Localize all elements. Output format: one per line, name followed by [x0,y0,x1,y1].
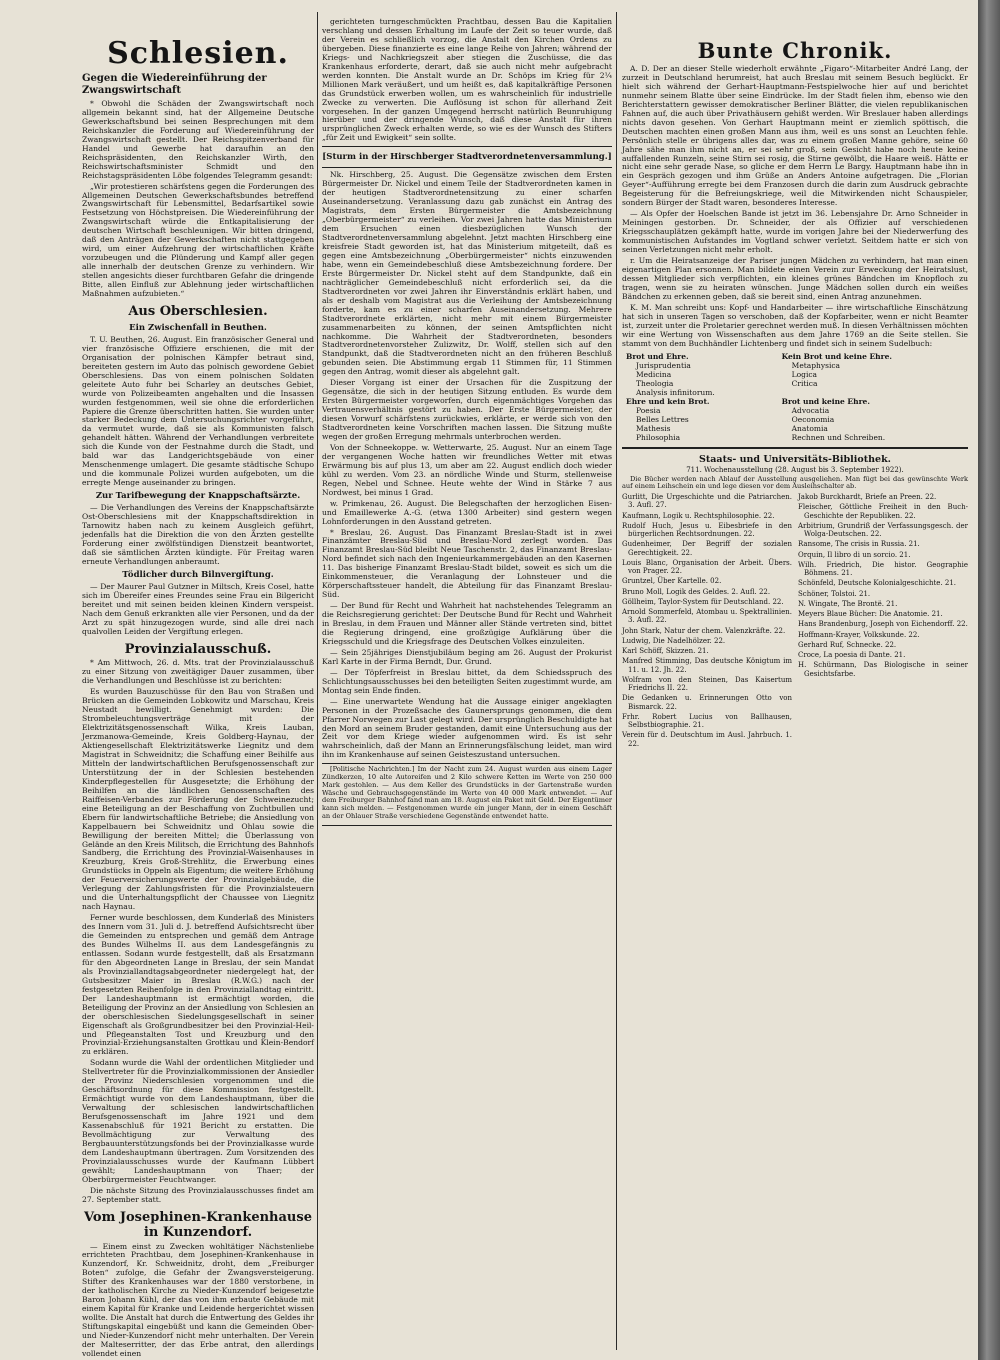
section-heading: Vom Josephinen-Krankenhause in Kunzendorf. [84,1209,312,1240]
list-item: N. Wingate, The Brontë. 21. [798,599,898,608]
subheading: Ein Zwischenfall in Beuthen. [129,322,267,333]
subheading: [Sturm in der Hirschberger Stadtverordnetenversammlung.] [322,152,612,163]
table-row [622,352,968,361]
section-title-schlesien: Schlesien. [107,36,289,71]
library-note: Die Bücher werden nach Ablauf der Ausstellung ausgeliehen. Man fügt bei das gewünschte Werk auf einem Leihschein ein und lege diesen vor dem Ausleihschalter ab. [622,474,968,491]
article-paragraph: — Der Maurer Paul Gutzner in Miltsch, Kreis Cosel, hatte sich im Übereifer eines Freundes seine Frau ein Bilgericht bereitet und mit seinen beiden kleinen Kindern verspeist. Nach dem Genuß erkrankten alle vier Personen, und da der Arzt zu spät hinzugezogen wurde, sind alle drei nach qualvollen Leiden der Vergiftung erlegen. [82,581,314,636]
list-item: Wolfram von den Steinen, Das Kaisertum Friedrichs II. 22. [622,675,792,693]
list-item: Bruno Moll, Logik des Geldes. 2. Aufl. 22. [622,587,771,596]
table-row [622,379,968,388]
article-paragraph: — Der Bund für Recht und Wahrheit hat nachstehendes Telegramm an die Reichsregierung gerichtet: Der Deutsche Bund für Recht und Wahrheit in Breslau, in dem Frauen und Männer aller Stände vertreten sind, bittet die Regierung dringend, eine großzügige Aufklärung über die Kriegsschuld und die Kriegsfrage des Deutschen Volkes einzuleiten. [322,601,612,646]
section-title-bunte-chronik: Bunte Chronik. [697,38,893,63]
table-cell [778,388,968,397]
library-column-left [622,493,792,750]
table-row [622,424,968,433]
subheading: Tödlicher durch Bilnvergiftung. [122,569,274,580]
list-item: Croce, La poesia di Dante. 21. [798,651,906,660]
lichtenberg-table [622,352,968,442]
table-cell: Brot und keine Ehre. [781,396,870,406]
article-headline: Gegen die Wiedereinführung der Zwangswirtschaft [82,73,267,96]
article-paragraph: Die nächste Sitzung des Provinzialausschusses findet am 27. September statt. [82,1185,314,1204]
subheading: Zur Tarifbewegung der Knappschaftsärzte. [95,491,301,502]
article-paragraph: K. M. Man schreibt uns: Kopf- und Handarbeiter — ihre wirtschaftliche Einschätzung hat sich in unseren Tagen so verschoben, daß der Kopfarbeiter, wenn er nicht Beamter ist, zurzeit unter die Proletarier gerechnet werden muß. In diesen Verhältnissen möchten wir eine Wertung von Wissenschaften aus dem Jahre 1769 an die Seite stellen. Sie stammt von dem Buchhändler Lichtenberg und findet sich in seinem Sudelbuch: [622,302,968,348]
article-paragraph: gerichteten turngeschmückten Prachtbau, dessen Bau die Kapitalien verschlang und dessen Erhaltung im Laufe der Zeit so teuer wurde, daß der Verein es schließlich vorzog, die Anstalt den Kirchen Ordens zu übergeben. Diese finanzierte es eine lange Reihe von Jahren; während der Kriegs- und Nachkriegszeit aber stiegen die Zuschüsse, die das Krankenhaus erforderte, derart, daß sie auch nicht mehr aufgebracht werden konnten. Die Anstalt wurde an Dr. Schöps im Krieg für 2¼ Millionen Mark veräußert, und um heißt es, daß kapitalkräftige Personen das Grundstück erwerben wollen, um es wahrscheinlich für industrielle Zwecke zu verwerten. Die Auflösung ist schon für allerhand Zeit vorgesehen. In der ganzen Umgegend herrscht natürlich Beunruhigung hierüber und der dringende Wunsch, daß diese Anstalt für ihren ursprünglichen Zweck erhalten werde, so wie es der Wunsch des Stifters „für Zeit und Ewigkeit“ sein sollte. [322,17,612,143]
list-item: Verein für d. Deutschtum im Ausl. Jahrbuch. 1. 22. [622,731,792,748]
list-item: Hans Brandenburg, Joseph von Eichendorff. 22. [798,620,968,629]
article-paragraph: Ferner wurde beschlossen, dem Kunderlaß des Ministers des Innern vom 31. Juli d. J. betreffend Aufsichtsrecht über die Gemeinden zu entsprechen und gemäß dem Antrage des Bundes Wilhelms II. aus dem Landesgefängnis zu entlassen. Sodann wurde festgestellt, daß als Ersatzmann für den Abgeordneten Lange in Breslau, der sein Mandat als Provinziallandtagsabgeordneter niedergelegt hat, der Gutsbesitzer Maier in Breslau (R.W.G.) nach der festgesetzten Reihenfolge in den Provinziallandtag eintritt. Der Landeshauptmann ist ermächtigt worden, die Beteiligung der Provinz an der Ansiedlung von Schlesien an der oberschlesischen Siedelungsgesellschaft in seiner Eigenschaft als Großgrundbesitzer bei den Provinzial-Heil- und Pflegeanstalten Tost und Kreuzburg und den Provinzial-Erziehungsanstalten Grottkau und Klein-Bendorf zu erklären. [82,913,314,1057]
table-row [622,388,968,397]
table-row [622,433,968,442]
list-item: Meyers Blaue Bücher: Die Anatomie. 21. [798,610,943,619]
list-item: Orquin, Il libro di un sorcio. 21. [798,550,911,559]
list-item: Gudenheimer, Der Begriff der sozialen Gerechtigkeit. 22. [622,540,792,557]
table-cell: Belles Lettres [636,414,689,424]
list-item: Rudolf Huch, Jesus u. Eibesbriefe in den bürgerlichen Rechtsordnungen. 22. [622,521,792,539]
telegram-quote: „Wir protestieren schärfstens gegen die Forderungen des Allgemeinen Deutschen Gewerkschaftsbundes betreffend Zwangswirtschaft für Lebensmittel, Bedarfsartikel sowie Festsetzung von Höchstpreisen. Die Wiedereinführung der Zwangswirtschaft würde die Entkapitalisierung der deutschen Wirtschaft beschleunigen. Wir bitten dringend, daß den Anträgen der Gewerkschaften nicht stattgegeben wird, um einer Aufzehrung der wirtschaftlichen Kräfte vorzubeugen und die Plünderung und Kampf aller gegen alle innerhalb der deutschen Grenze zu verhindern. Wir stellen angesichts dieser furchtbaren Gefahr die dringende Bitte, allen Einfluß zur Ablehnung jeder wirtschaftlichen Maßnahmen aufzubieten.“ [82,181,314,299]
list-item: Arnold Sommerfeld, Atombau u. Spektrallinien. 3. Aufl. 22. [622,608,792,625]
article-paragraph: * Breslau, 26. August. Das Finanzamt Breslau-Stadt ist in zwei Finanzämter Breslau-Süd und Breslau-Nord zerlegt worden. Das Finanzamt Breslau-Süd bleibt Neue Taschenstr. 2, das Finanzamt Breslau-Nord befindet sich nach den Ingenieurkammergebäuden an den Kasernen 11. Das bisherige Finanzamt Breslau-Stadt bildet, soweit es sich um die Einkommensteuer, die Veranlagung der Lohnsteuer und die Körperschaftssteuer handelt, die Abteilung für das Finanzamt Breslau-Süd. [322,527,612,600]
article-paragraph: r. Um die Heiratsanzeige der Pariser jungen Mädchen zu verhindern, hat man einen eigenartigen Plan ersonnen. Man bildete einen Verein zur Erweckung der Heiratslust, dessen Mitglieder sich verpflichten, ein kleines grünes Bändchen im Knopfloch zu tragen, wenn sie zu heiraten wünschen. Junge Mädchen sollen durch ein weißes Bändchen zu erkennen geben, daß sie bereit sind, einen Antrag anzunehmen. [622,256,968,301]
article-paragraph: — Eine unerwartete Wendung hat die Aussage einiger angeklagten Personen in der Prozeßsache des Gaunersprungs genommen, die dem Pfarrer Norwegen zur Last gelegt wird. Der ursprünglich Beschuldigte hat den Mord an seinem Bruder gestanden, damit eine Untersuchung aus der Zeit vor dem Kriege wieder aufgenommen wird. Es ist sehr wahrscheinlich, daß der Mann an Erinnerungsfälschung leidet, man wird ihn im Krankenhause auf seinen Geisteszustand untersuchen. [322,696,612,760]
library-column-right [798,493,968,750]
list-item: Die Gedanken u. Erinnerungen Otto von Bismarck. 22. [622,694,792,711]
list-item: Frhr. Robert Lucius von Ballhausen, Selbstbiographie. 21. [622,712,792,730]
article-paragraph: T. U. Beuthen, 26. August. Ein französischer General und vier französische Offiziere erschienen, die mit der Organisation der polnischen Kämpfer betraut sind, bereiteten gestern im Auto das polnisch gewordene Gebiet Oberschlesiens. Das von einem polnischen Soldaten geleitete Auto fuhr bei Scharley an deutsches Gebiet, wurde von Polizeibeamten angehalten und die Insassen wurden festgenommen, weil sie ohne die erforderlichen Papiere die Grenze überschritten hatten. Sie wurden unter starker Bedeckung dem Untersuchungsrichter vorgeführt, da vermutet wurde, daß sie als Kommunisten falsch gehandelt hätten. Während der Verhandlungen verbreitete sich die Kunde von der Festnahme durch die Stadt, und bald war das Landgerichtsgebäude von einer Menschenmenge umlagert. Die gesamte städtische Schupo und die kommunale Polizei wurden aufgeboten, um die erregte Menge auseinander zu bringen. [82,334,314,488]
article-paragraph: Dieser Vorgang ist einer der Ursachen für die Zuspitzung der Gegensätze, die sich in der heutigen Sitzung entluden. Es wurde dem Ersten Bürgermeister vorgeworfen, durch eigenmächtiges Vorgehen das Vertrauensverhältnis gestört zu haben. Der Erste Bürgermeister, der diesen Vorwurf schärfstens zurückwies, erklärte, er werde sich von den Stadtverordneten keine Vorschriften machen lassen. Die Sitzung mußte wegen der großen Erregung mehrmals unterbrochen werden. [322,378,612,441]
list-item: Hoffmann-Krayer, Volkskunde. 22. [798,630,920,639]
article-paragraph: Von der Schneekoppe. w. Wetterwarte, 25. August. Nur an einem Tage der vergangenen Woche hatten wir freundliches Wetter mit etwas Erwärmung bis auf plus 13, um aber am 22. August endlich doch wieder kühl zu werden. Vom 23. an nördliche Winde und Sturm, stellenweise Regen, Nebel und Schnee. Heute wehte der Wind in Stärke 7 aus Nordwest, bei minus 1 Grad. [322,442,612,497]
list-item: Wilh. Friedrich, Die histor. Geographie Böhmens. 21. [798,560,968,578]
column-3 [622,18,968,1350]
column-1 [82,18,314,1358]
table-cell: Metaphysica [791,360,841,370]
table-row [622,406,968,415]
list-item: Jakob Burckhardt, Briefe an Preen. 22. [798,493,937,502]
library-book-list [622,493,968,750]
article-paragraph: Sodann wurde die Wahl der ordentlichen Mitglieder und Stellvertreter für die Provinzialkommissionen der Ansiedler der Provinz Niederschlesien vorgenommen und die Geschäftsordnung für diese Kommission festgestellt. Ermächtigt wurde von dem Landeshauptmann, über die Verwaltung der schlesischen landwirtschaftlichen Berufsgenossenschaft im Jahre 1921 und dem Kassenabschluß für 1921 Bericht zu erstatten. Die Bevollmächtigung zur Verwaltung des Bergbauunterstützungsfonds bei der Provinzialkasse wurde dem Landeshauptmann übertragen. Zum Vorsitzenden des Provinzialausschusses wurde der Kaufmann Lübbert gewählt; Landeshauptmann von Thaer; der Oberbürgermeister Feuchtwanger. [82,1058,314,1184]
table-cell: Theologia [636,378,674,388]
list-item: Schönfeld, Deutsche Kolonialgeschichte. 21. [798,579,957,588]
table-cell: Medicina [636,369,672,379]
article-paragraph: A. D. Der an dieser Stelle wiederholt erwähnte „Figaro“-Mitarbeiter André Lang, der zurzeit in Deutschland herumreist, hat auch Breslau mit seinem Besuch beglückt. Er hielt sich während der Gerhart-Hauptmann-Festspielwoche hier auf und berichtet nunmehr seinem Blatte über seine Eindrücke. Im der Stadt fielen ihm, ebenso wie den Berichterstattern gewisser demokratischer Berliner Blätter, die vielen republikanischen Fahnen auf, die auch über Privathäusern gehißt werden. Wir Breslauer haben allerdings nichts davon gesehen. Von Gerhart Hauptmann meint er ziemlich spöttisch, die Deutschen machten einen großen Mann aus ihm, weil es uns sonst an Leuchten fehle. Persönlich stelle er übrigens alles dar, was zu einem großen Manne gehöre, seine 60 Jahre sähe man ihm nicht an, er sei sehr groß, sein Gesicht habe noch heute keine auffallenden Runzeln, seine Stirn sei rosig, die Stirne gewölbt, die Haare weiß. Hätte er nicht eine sehr gerade Nase, so gliche er dem Herrn Le Bargy. Hauptmann habe ihn in ein Gespräch gezogen und ihm Grüße an Anders Antoine aufgetragen. Die „Florian Geyer“-Aufführung erregte bei dem Franzosen durch die darin zum Ausdruck gebrachte Begeisterung für die Befreiungskriege, weil die Mitwirkenden nicht Schauspieler, sondern Bürger der Stadt waren, besonderes Interesse. [622,64,968,208]
table-cell: Oeconomia [791,414,835,424]
article-paragraph: — Einem einst zu Zwecken wohltätiger Nächstenliebe errichteten Prachtbau, dem Josephinen-Krankenhause in Kunzendorf, Kr. Schweidnitz, droht, dem „Freiburger Boten“ zufolge, die Gefahr der Zwangsversteigerung. Stifter des Krankenhauses war der 1880 verstorbene, in der katholischen Kirche zu Nieder-Kunzendorf beigesetzte Baron Johann Kühl, der das von ihm erbaute Gebäude mit einem Kapital für Kranke und Leidende hergerichtet wissen wollte. Die Anstalt hat durch die Entwertung des Geldes ihr Stiftungskapital eingebüßt und kann die Gemeinden Ober- und Nieder-Kunzendorf nicht mehr unterhalten. Der Verein der Malteserritter, der das Erbe antrat, den allerdings vollendet einen [82,1241,314,1358]
column-rule [317,12,318,1350]
table-cell: Ehre und kein Brot. [626,396,710,406]
table-cell: Advocatia [791,405,830,415]
list-item: Schöner, Tolstoi. 21. [798,589,871,598]
list-item: Gerhard Ruf, Schnecke. 22. [798,640,897,649]
list-item: H. Schürmann, Das Biologische in seiner Gesichtsfarbe. [798,661,968,678]
table-row [622,415,968,424]
list-item: Manfred Stimming, Das deutsche Königtum im 11. u. 12. Jh. 22. [622,657,792,674]
article-paragraph: * Am Mittwoch, 26. d. Mts. trat der Provinzialausschuß zu einer Sitzung von zweitägiger Dauer zusammen, über die Verhandlungen und Beschlüsse ist zu berichten: [82,658,314,686]
list-item: Kaufmann, Logik u. Rechtsphilosophie. 22. [622,511,775,520]
article-paragraph: * Obwohl die Schäden der Zwangswirtschaft noch allgemein bekannt sind, hat der Allgemeine Deutsche Gewerkschaftsbund bei seinen Besprechungen mit dem Reichskanzler die Forderung auf Wiedereinführung der Zwangswirtschaft gestellt. Der Reichsspitzenverband für Handel und Gewerbe hat daraufhin an den Reichspräsidenten, den Reichskanzler Wirth, den Reichswirtschaftsminister Schmidt und den Reichstagspräsidenten Löbe folgendes Telegramm gesandt: [82,99,314,180]
table-cell: Anatomia [791,423,828,433]
table-cell: Kein Brot und keine Ehre. [781,351,892,361]
column-rule [616,12,617,1350]
library-subheading: 711. Wochenausstellung (28. August bis 3. September 1922). [686,465,904,474]
article-paragraph: Es wurden Bauzuschüsse für den Bau von Straßen und Brücken an die Gemeinden Lobkowitz und Marschau, Kreis Neustadt bewilligt. Genehmigt wurden: Die Strombeleuchtungsverträge mit der Elektrizitätsgenossenschaft Wilka, Kreis Lauban, Jerzmanowa-Gemeinde, Kreis Goldberg-Haynau, der Aktiengesellschaft Elektrizitätswerke Liegnitz und dem Magistrat in Schweidnitz; die Schaffung einer Beihilfe aus Mitteln der landwirtschaftlichen Berufsgenossenschaft zur Unterstützung der in der Schlesien bestehenden Kinderpflegestellen für Ausgesetzte; die Erhöhung der Beihilfen an die ländlichen Genossenschaften des Raiffeisen-Verbandes zur Förderung der Schweinezucht; eine Beteiligung an der Beschaffung von Zuchtbullen und Ebern für landwirtschaftliche Betriebe; die Ansiedlung von Kappelbauern bei Schweidnitz und Ohlau sowie die Bewilligung der bereiten Mittel; die Überlassung von Gelände an den Kreis Militsch, die Errichtung des Bahnhofs Sandberg, die Errichtung des Provinzial-Waisenhauses in Kreuzburg, Kreis Groß-Strehlitz, die Erwerbung eines Grundstücks in Oppeln als Eigentum; die weitere Erhöhung der Feuerversicherungswerte der Provinzialgebäude, die Verlegung der Zahlungsfristen für die Provinzialsteuern und die Unterhaltungspflicht der Chaussee von Liegnitz nach Haynau. [82,687,314,912]
list-item: Gurlitt, Die Urgeschichte und die Patriarchen. 3. Aufl. 27. [622,493,792,510]
boxed-heading [322,146,612,168]
list-item: Louis Blanc, Organisation der Arbeit. Übers. von Prager. 22. [622,558,792,576]
police-reports [322,763,612,825]
section-heading: Aus Oberschlesien. [128,303,268,319]
table-row [622,397,968,406]
divider [622,447,968,449]
table-row [622,361,968,370]
table-cell: Poesia [636,405,661,415]
page-edge [978,0,1000,1360]
list-item: Fleischer, Göttliche Freiheit in den Buch-Geschichte der Republiken. 22. [798,503,968,520]
list-item: Karl Schöff, Skizzen. 21. [622,647,709,656]
article-paragraph: w. Primkenau, 26. August. Die Belegschaften der herzoglichen Eisen- und Emaillewerke A.-G. (etwa 1300 Arbeiter) sind gestern wegen Lohnforderungen in den Ausstand getreten. [322,498,612,526]
list-item: Ludwig, Die Nadelhölzer. 22. [622,636,726,645]
list-item: Ransome, The crisis in Russia. 21. [798,540,920,549]
library-heading: Staats- und Universitäts-Bibliothek. [699,453,891,465]
table-row [622,370,968,379]
article-paragraph: — Als Opfer der Hoelschen Bande ist jetzt im 36. Lebensjahre Dr. Arno Schneider in Meiningen gestorben. Dr. Schneider, der als Offizier auf verschiedenen Kriegsschauplätzen gekämpft hatte, wurde im vorigen Jahre bei der Niederwerfung des kommunistischen Aufstandes im Vogtland schwer verletzt. Seitdem hatte er sich von seinen Verletzungen nicht mehr erholt. [622,209,968,255]
table-cell: Analysis infinitorum. [636,387,715,397]
table-cell: Rechnen und Schreiben. [791,432,886,442]
table-cell: Brot und Ehre. [626,351,689,361]
table-cell: Critica [791,378,818,388]
table-cell: Jurisprudentia [636,360,691,370]
article-paragraph: — Sein 25jähriges Dienstjubiläum beging am 26. August der Prokurist Karl Karte in der Firma Berndt, Dur. Grund. [322,647,612,666]
article-paragraph: — Der Töpferfreist in Breslau bittet, da dem Schiedsspruch des Schlichtungsausschusses bei den beteiligten Seiten zugestimmt wurde, am Montag sein Ende finden. [322,667,612,695]
list-item: John Stark, Natur der chem. Valenzkräfte. 22. [622,626,786,635]
table-cell: Mathesis [636,423,671,433]
table-cell: Philosophia [636,432,681,442]
list-item: Göllheim, Taylor-System für Deutschland. 22. [622,597,784,606]
article-paragraph: [Politische Nachrichten.] Im der Nacht zum 24. August wurden aus einem Lager Zündkerzen, 10 alte Autoreifen und 2 Kilo schwere Ketten im Werte von 250 000 Mark gestohlen. — Aus dem Keller des Grundstücks in der Gartenstraße wurden Wäsche und Gebrauchsgegenstände im Werte von 40 000 Mark entwendet. — Auf dem Freiburger Bahnhof fand man am 18. August ein Paket mit Geld. Der Eigentümer kann sich melden. — Festgenommen wurde ein junger Mann, der in einem Geschäft an der Ohlauer Straße verschiedene Gegenstände entwendet hatte. [322,765,612,820]
article-paragraph: — Die Verhandlungen des Vereins der Knappschaftsärzte Ost-Oberschlesiens mit der Knappschaftsdirektion in Tarnowitz haben nach zu keinem Ausgleich geführt, jedenfalls hat die Direktion die von den Ärzten gestellte Forderung einer zwölfstündigen Dienstzeit beantwortet, daß sie sämtlichen Ärzten kündigte. Für Freitag waren erneute Verhandlungen anberaumt. [82,503,314,566]
table-cell: Logica [791,369,818,379]
column-2 [322,18,612,1350]
list-item: Gruntzel, Über Kartelle. 02. [622,577,722,586]
section-heading: Provinzialausschuß. [124,641,272,657]
article-paragraph: Nk. Hirschberg, 25. August. Die Gegensätze zwischen dem Ersten Bürgermeister Dr. Nickel und einem Teile der Stadtverordneten kamen in der heutigen Stadtverordnetensitzung zu einer scharfen Auseinandersetzung. Veranlassung dazu gab zunächst ein Antrag des Magistrats, dem Ersten Bürgermeister die Amtsbezeichnung „Oberbürgermeister“ zu verleihen. Vor zwei Jahren hatte das Ministerium dem Ersuchen einen diesbezüglichen Wunsch der Stadtverordnetenversammlung abgelehnt. Jetzt machten Hirschberg eine kreisfreie Stadt geworden ist, hat das Ministerium mitgeteilt, daß es gegen eine Amtsbezeichnung „Oberbürgermeister“ nichts einzuwenden habe, wenn ein Gemeindebeschluß diese Amtsbezeichnung fordere. Der Erste Bürgermeister Dr. Nickel steht auf dem Standpunkte, daß ein nachträglicher Gemeindebeschluß nicht erforderlich sei, da die Stadtverordneten vor zwei Jahren ihr Einverständnis erklärt haben, und als er deshalb vom Magistrat aus die Verleihung der Amtsbezeichnung forderte, kam es zu einer scharfen Auseinandersetzung. Mehrere Stadtverordnete erklärten, nicht mehr mit einem Bürgermeister zusammenarbeiten zu können, der seinen Amtspflichten nicht nachkomme. Die Wahrheit der Stadtverordneten, besonders Stadtverordnetenvorsteher Zulizwitz, Dr. Wolff, stellen sich auf den Standpunkt, daß die Stadtverordneten nicht an den früheren Beschluß gebunden seien. Die Abstimmung ergab 11 Stimmen für, 11 Stimmen gegen den Antrag, womit dieser als abgelehnt galt. [322,170,612,377]
list-item: Arbitrium, Grundriß der Verfassungsgesch. der Wolga-Deutschen. 22. [798,521,968,539]
